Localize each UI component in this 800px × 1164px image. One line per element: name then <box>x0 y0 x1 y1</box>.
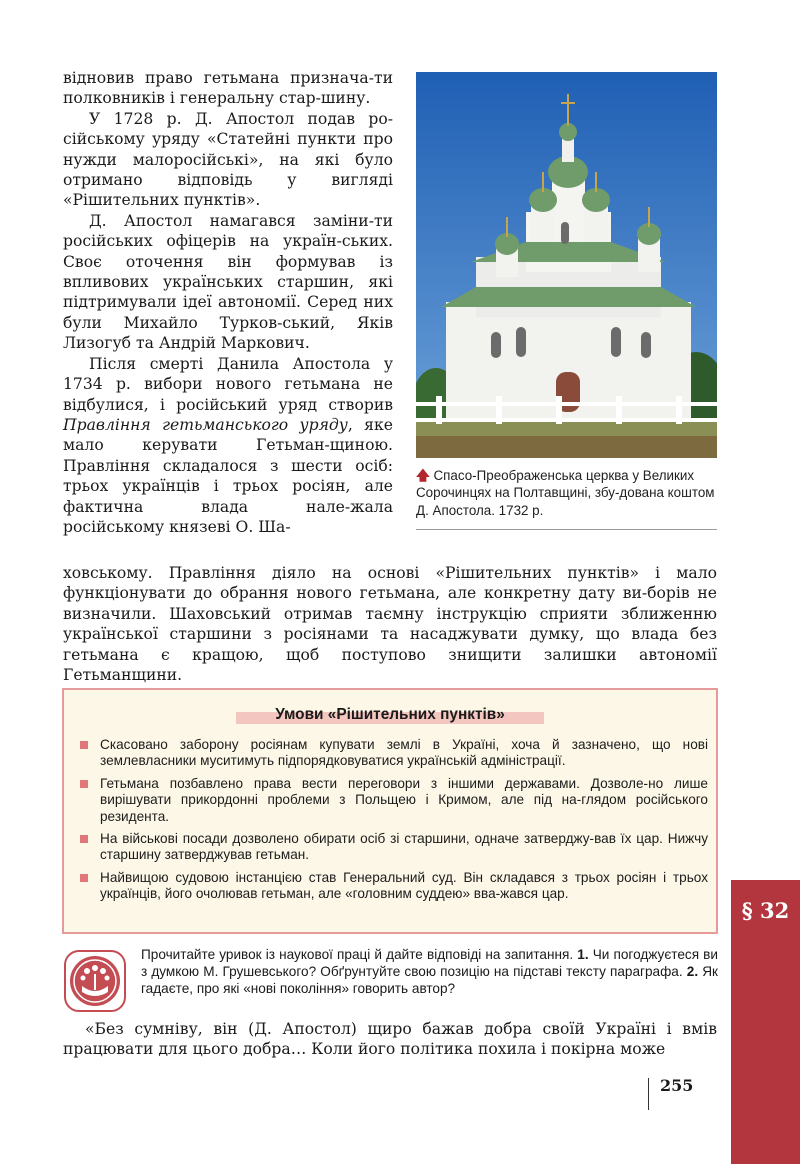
list-item <box>80 870 708 903</box>
text-run: , яке мало керувати Гетьман-щиною. Правління складалося з шести осіб: трьох українців і трьох росіян, але фактична влада нале-жала російському князеві О. Ша- <box>63 415 393 536</box>
quote-text <box>63 1019 717 1060</box>
caption-divider <box>416 529 717 530</box>
list-item-text: Найвищою судовою інстанцією став Генеральний суд. Він складався з трьох росіян і трьох українців, його очолював гетьман, але «головним суддею» вва-жався цар. <box>100 869 708 902</box>
question-two: Як гадаєте, про які «нові покоління» говорить автор? <box>141 964 718 996</box>
wide-text <box>63 563 717 685</box>
question-number: 1. <box>577 947 589 962</box>
emphasis-term: Правління гетьманського уряду <box>63 415 348 434</box>
list-item <box>80 831 708 864</box>
paragraph: «Без сумніву, він (Д. Апостол) щиро бажав добра своїй Україні і вмів працювати для цього добра… Коли його політика похила і покірна може <box>63 1020 717 1059</box>
arrow-up-icon: 🡅 <box>416 468 430 483</box>
paragraph: Д. Апостол намагався заміни-ти російських офіцерів на україн-ських. Своє оточення він формував із впливових українських старшин, які підтримували ідеї автономії. Серед них були Михайло Турков-ський, Яків Лизогуб та Андрій Маркович. <box>63 211 393 353</box>
page-number: 255 <box>660 1076 694 1095</box>
question-number: 2. <box>686 964 699 979</box>
square-bullet-icon <box>80 741 88 749</box>
section-tab-label: § 32 <box>741 898 790 923</box>
question-intro: Прочитайте уривок із наукової праці й дайте відповіді на запитання. <box>141 947 574 962</box>
list-item <box>80 776 708 825</box>
page-number-divider <box>648 1078 649 1110</box>
photo-caption <box>416 467 717 519</box>
paragraph: відновив право гетьмана признача-ти полковників і генеральну стар-шину. <box>63 69 393 108</box>
list-item-text: На військові посади дозволено обирати осіб зі старшини, одначе затверджу-вав їх цар. Нижчу старшину затверджував гетьман. <box>100 831 708 863</box>
conditions-list <box>80 737 708 909</box>
task-icon <box>64 950 126 1012</box>
square-bullet-icon <box>80 780 88 788</box>
paragraph <box>63 354 393 538</box>
church-illustration <box>416 72 717 458</box>
list-item <box>80 737 708 770</box>
box-title <box>236 705 544 725</box>
text-run: Після смерті Данила Апостола у 1734 р. вибори нового гетьмана не відбулися, і російський уряд створив <box>63 354 393 414</box>
list-item-text: Скасовано заборону росіянам купувати землі в Україні, хоча й зазначено, що нові землевласники муситимуть підпорядковуватися українській адміністрації. <box>100 737 708 769</box>
paragraph: ховському. Правління діяло на основі «Рішительних пунктів» і мало функціонувати до обрання нового гетьмана, але конкретну дату ви-борів не визначили. Шаховський отримав таємну інструкцію сприяти зближенню української старшини з росіянами та насаджувати думку, що влада без гетьмана є кращою, щоб поступово знищити залишки автономії Гетьманщини. <box>63 564 717 685</box>
box-title-text: Умови «Рішительних пунктів» <box>275 706 505 723</box>
left-text-column <box>63 68 393 537</box>
question-text <box>141 946 718 997</box>
paragraph: У 1728 р. Д. Апостол подав ро-сійському уряду «Статейні пункти про нужди малоросійські», на які було отримано відповідь у вигляді «Рішительних пунктів». <box>63 109 393 210</box>
church-photo <box>416 72 717 458</box>
caption-text: Спасо-Преображенська церква у Великих Сорочинцях на Полтавщині, збу-дована коштом Д. Апостола. 1732 р. <box>416 468 715 518</box>
square-bullet-icon <box>80 835 88 843</box>
question-one: Чи погоджуєтеся ви з думкою М. Грушевського? Обґрунтуйте свою позицію на підставі тексту параграфа. <box>141 947 718 979</box>
square-bullet-icon <box>80 874 88 882</box>
list-item-text: Гетьмана позбавлено права вести переговори з іншими державами. Дозволе-но лише вирішувати прикордонні проблеми з Польщею і Кримом, але під на-глядом російського резидента. <box>100 775 708 824</box>
section-tab <box>731 880 800 1164</box>
conditions-box <box>62 688 718 934</box>
